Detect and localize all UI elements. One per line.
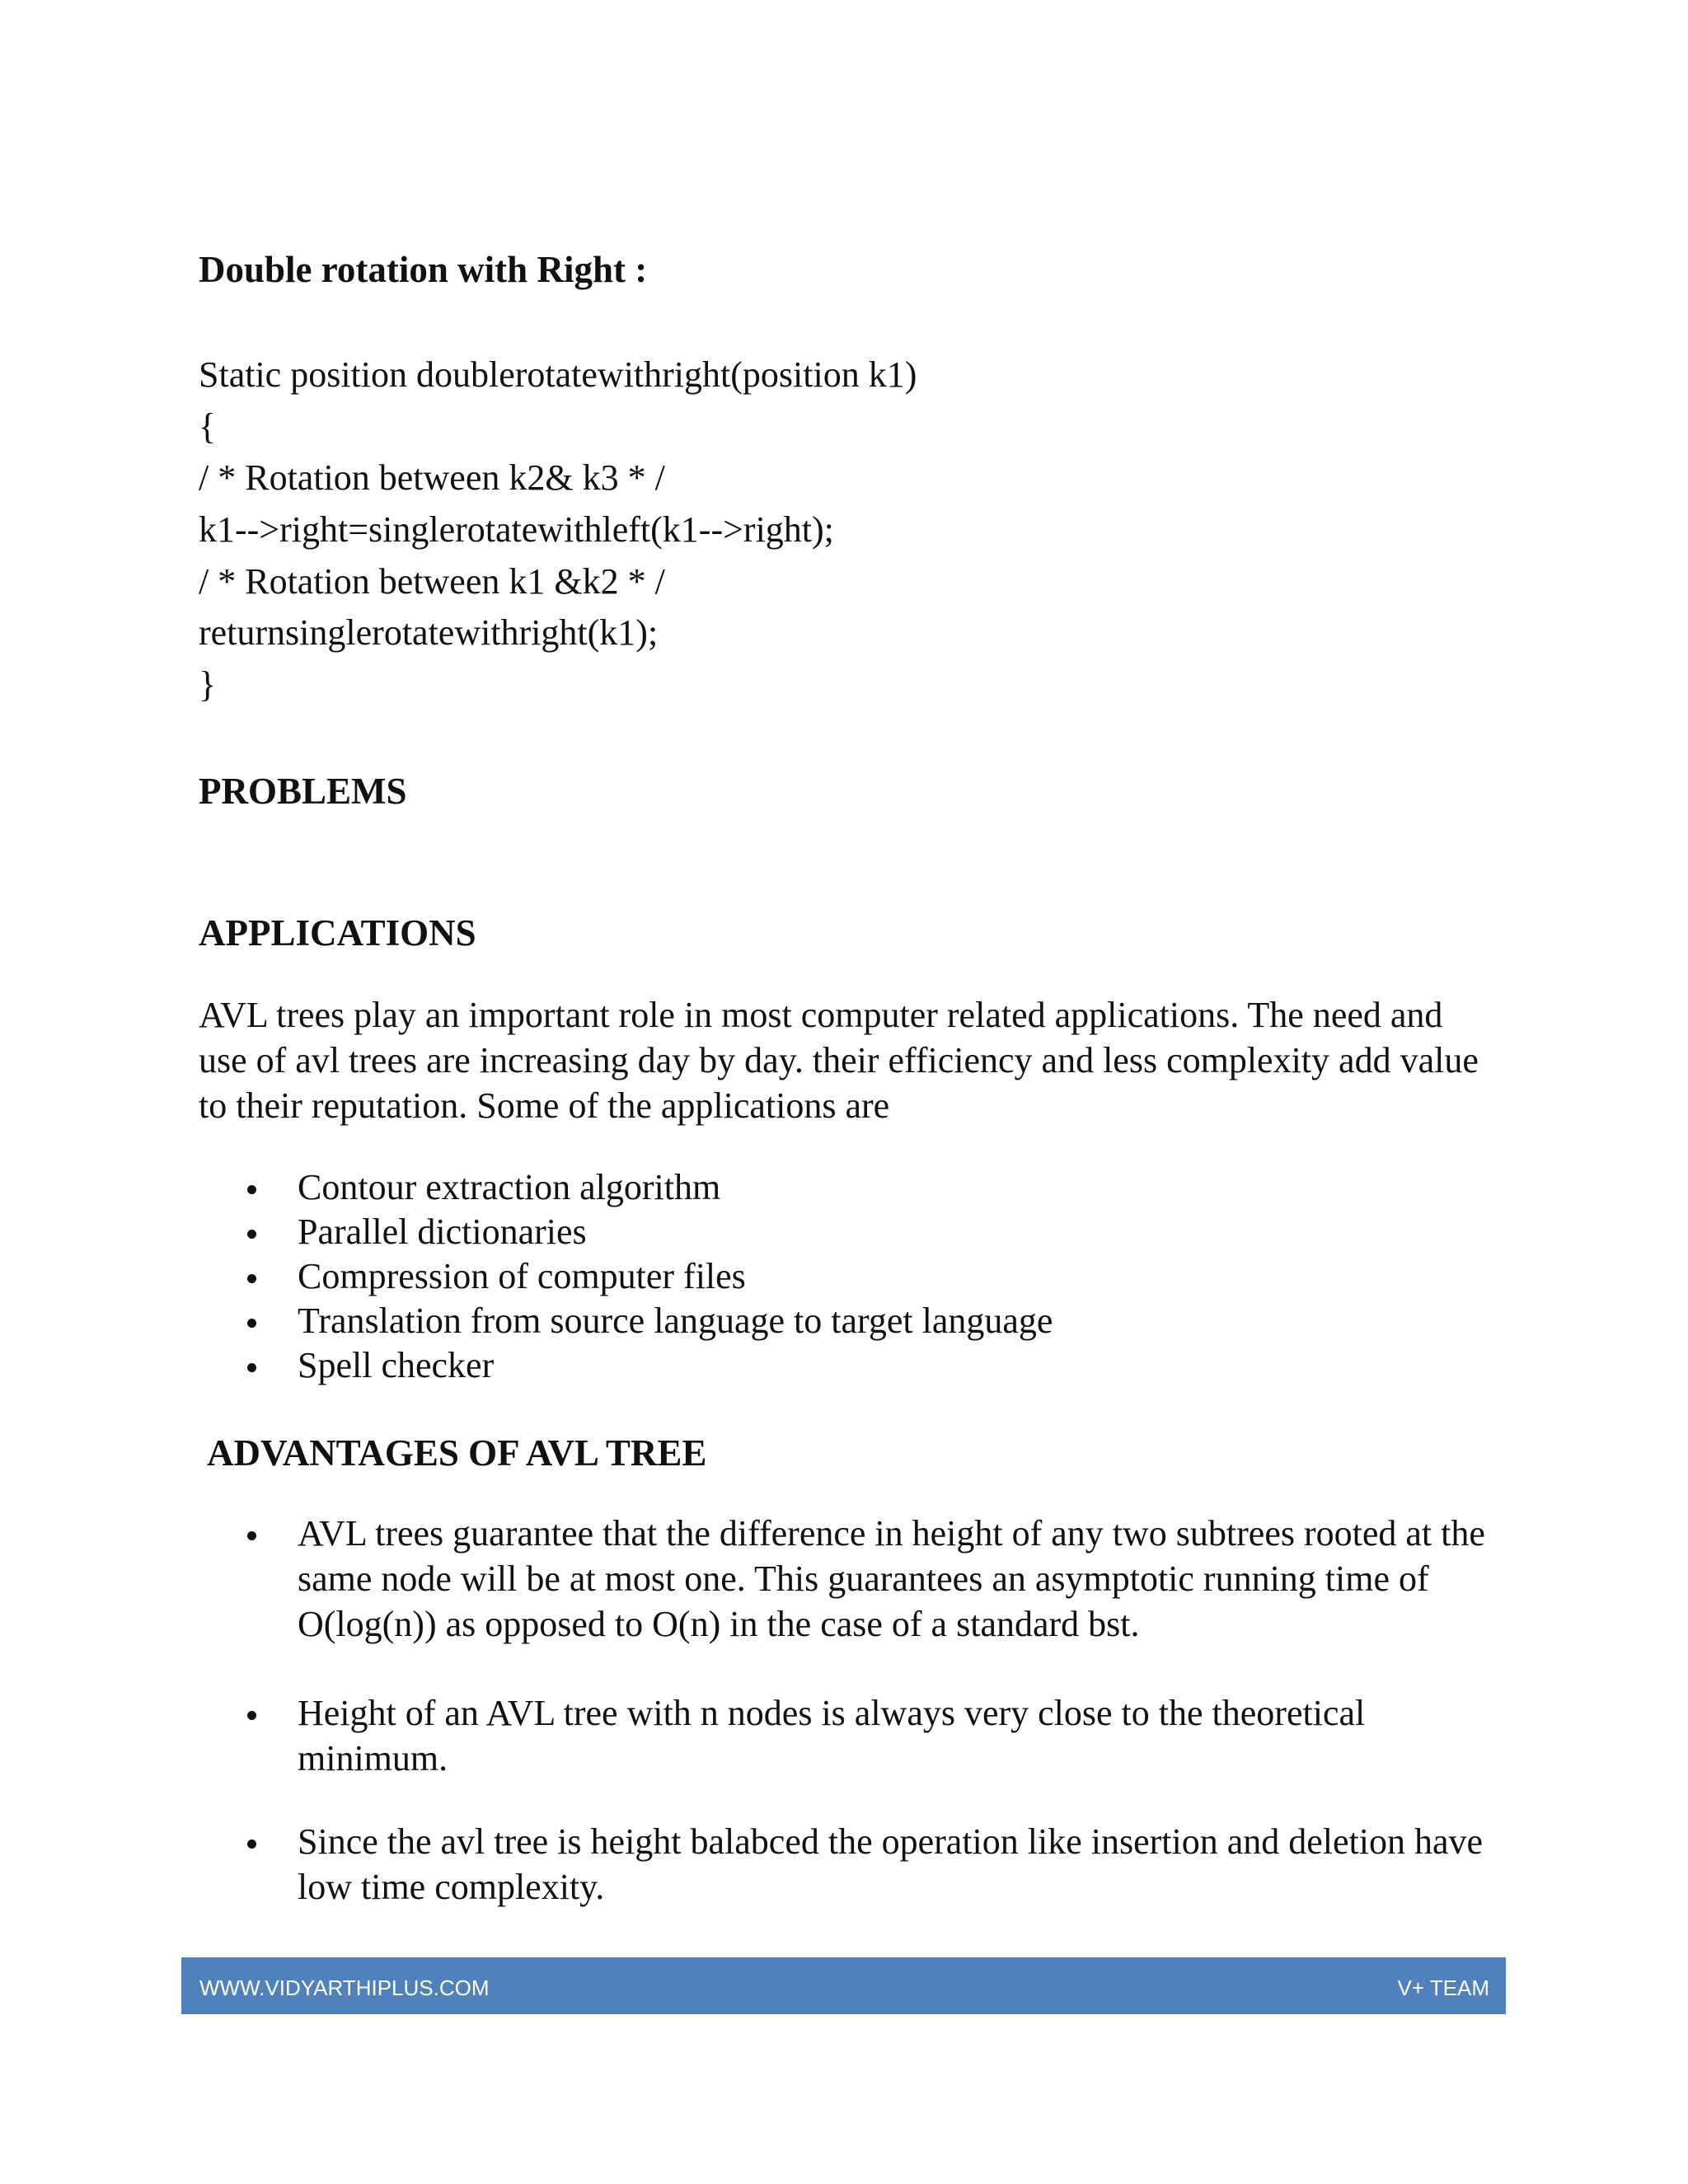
applications-paragraph: AVL trees play an important role in most computer related applications. The need and use of avl trees are increasing day by day. their efficiency and less complexity add value to their reputation. Some of the applications are [199, 995, 1479, 1126]
footer-bar [181, 1957, 1506, 2014]
problems-heading: PROBLEMS [199, 771, 407, 812]
list-item-text: Since the avl tree is height balabced the operation like insertion and deletion have low time complexity. [298, 1821, 1484, 1907]
advantages-heading: ADVANTAGES OF AVL TREE [207, 1432, 707, 1474]
footer-team-label: V+ TEAM [1397, 1975, 1489, 2000]
code-line: k1-->right=singlerotatewithleft(k1-->right); [199, 509, 834, 550]
list-item-text: Parallel dictionaries [298, 1212, 587, 1252]
code-line: { [199, 406, 217, 447]
bullet-icon [247, 1711, 256, 1720]
double-rotation-heading: Double rotation with Right : [199, 249, 648, 290]
footer-website-link[interactable]: WWW.VIDYARTHIPLUS.COM [199, 1975, 490, 2000]
applications-heading: APPLICATIONS [199, 912, 476, 954]
list-item-text: Height of an AVL tree with n nodes is always very close to the theoretical minimum. [298, 1693, 1366, 1779]
bullet-icon [247, 1840, 256, 1849]
code-line: } [199, 664, 217, 705]
bullet-icon [247, 1274, 256, 1283]
list-item-text: Spell checker [298, 1345, 495, 1385]
code-line: / * Rotation between k2& k3 * / [199, 457, 665, 498]
list-item-text: AVL trees guarantee that the difference in height of any two subtrees rooted at the same node will be at most one. This guarantees an asymptotic running time of O(log(n)) as opposed to O(n) in the case of a standard bst. [298, 1513, 1485, 1644]
list-item-text: Compression of computer files [298, 1256, 746, 1296]
bullet-icon [247, 1531, 256, 1540]
code-line: / * Rotation between k1 &k2 * / [199, 561, 665, 602]
list-item-text: Translation from source language to target language [298, 1301, 1053, 1341]
code-line: Static position doublerotatewithright(position k1) [199, 354, 917, 395]
bullet-icon [247, 1363, 256, 1372]
bullet-icon [247, 1185, 256, 1194]
bullet-icon [247, 1230, 256, 1239]
bullet-icon [247, 1319, 256, 1328]
code-line: returnsinglerotatewithright(k1); [199, 612, 659, 653]
list-item-text: Contour extraction algorithm [298, 1167, 721, 1207]
